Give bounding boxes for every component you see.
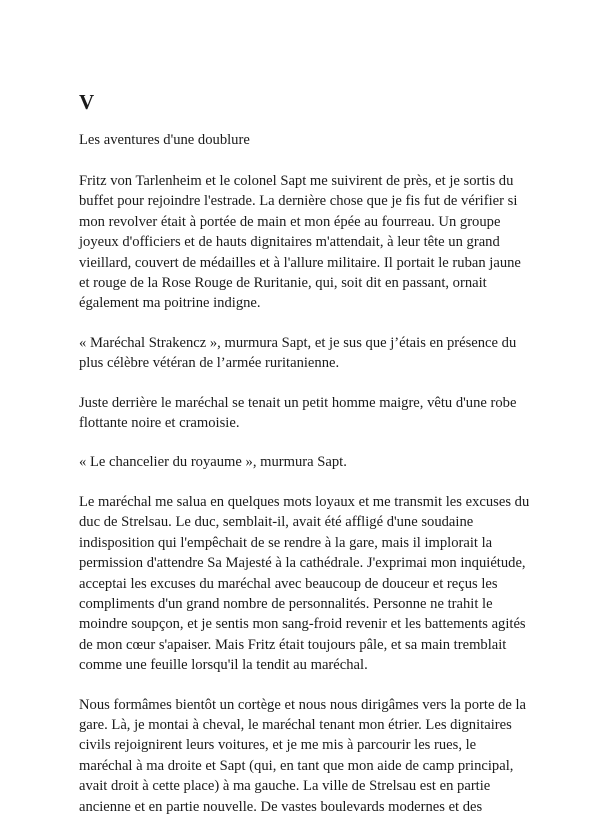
paragraph-3: Juste derrière le maréchal se tenait un petit homme maigre, vêtu d'une robe flottante noire et cramoisie. xyxy=(79,394,517,432)
paragraph-6: Nous formâmes bientôt un cortège et nous nous dirigâmes vers la porte de la gare. Là, je montai à cheval, le maréchal tenant mon étrier. Les dignitaires civils rejoignirent leurs voitures, et je me mis à parcourir les rues, le maréchal à ma droite et Sapt (qui, en tant que mon aide de camp principal, avait droit à cette place) à ma gauche. La ville de Strelsau est en partie ancienne et en partie nouvelle. De vastes boulevards modernes et des xyxy=(79,696,527,815)
paragraph-2: « Maréchal Strakencz », murmura Sapt, et je sus que j’étais en présence du plus célèbre vétéran de l’armée ruritanienne. xyxy=(79,334,517,372)
chapter-title: Les aventures d'une doublure xyxy=(79,132,250,148)
paragraph-1: Fritz von Tarlenheim et le colonel Sapt me suivirent de près, et je sortis du buffet pour rejoindre l'estrade. La dernière chose que je fis fut de vérifier si mon revolver était à portée de main et mon épée au fourreau. Un groupe joyeux d'officiers et de hauts dignitaires m'attendait, à leur tête un grand vieillard, couvert de médailles et à l'allure militaire. Il portait le ruban jaune et rouge de la Rose Rouge de Ruritanie, qui, soit dit en passant, ornait également ma poitrine indigne. xyxy=(79,173,521,312)
paragraph-5: Le maréchal me salua en quelques mots loyaux et me transmit les excuses du duc de Strelsau. Le duc, semblait-il, avait été affligé d'une soudaine indisposition qui l'empêchait de se rendre à la gare, mais il implorait la permission d'attendre Sa Majesté à la cathédrale. J'exprimai mon inquiétude, acceptai les excuses du maréchal avec beaucoup de douceur et reçus les compliments d'un grand nombre de personnalités. Personne ne trahit le moindre soupçon, et je sentis mon sang-froid revenir et les battements agités de mon cœur s'apaiser. Mais Fritz était toujours pâle, et sa main tremblait comme une feuille lorsqu'il la tendit au maréchal. xyxy=(79,493,530,674)
paragraph-4: « Le chancelier du royaume », murmura Sapt. xyxy=(79,454,347,471)
document-page xyxy=(79,90,531,836)
chapter-number: V xyxy=(79,90,95,114)
